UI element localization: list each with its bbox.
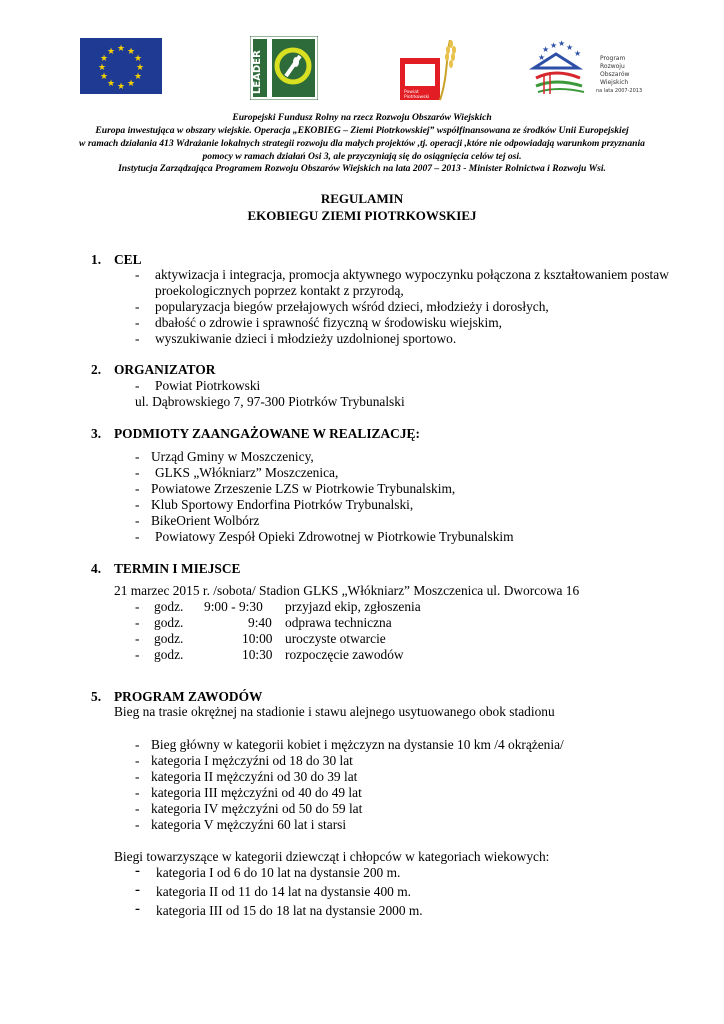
event-date-location: 21 marzec 2015 r. /sobota/ Stadion GLKS „Włókniarz” Moszczenica ul. Dworcowa 16 (114, 583, 580, 598)
list-item: aktywizacja i integracja, promocja aktywnego wypoczynku połączona z kształtowaniem postaw (155, 267, 669, 282)
list-item: kategoria I mężczyźni od 18 do 30 lat (151, 753, 353, 768)
list-item: kategoria I od 6 do 10 lat na dystansie 200 m. (156, 865, 401, 880)
schedule-desc: rozpoczęcie zawodów (285, 647, 404, 662)
list-dash: - (135, 465, 140, 480)
list-item: kategoria IV mężczyźni od 50 do 59 lat (151, 801, 363, 816)
header-line-3: w ramach działania 413 Wdrażanie lokalnych strategii rozwoju dla małych projektów ,tj. operacji ,które nie odpowiadają warunkom przyznania (79, 138, 645, 149)
list-dash: - (135, 801, 140, 816)
svg-text:Program: Program (600, 55, 626, 62)
svg-text:★: ★ (566, 43, 574, 52)
list-dash: - (135, 901, 140, 917)
list-item: Powiatowe Zrzeszenie LZS w Piotrkowie Trybunalskim, (151, 481, 456, 496)
list-dash: - (135, 753, 140, 768)
svg-text:★: ★ (116, 82, 126, 92)
list-item: BikeOrient Wolbórz (151, 513, 260, 528)
list-item: popularyzacja biegów przełajowych wśród dzieci, młodzieży i dorosłych, (155, 299, 549, 314)
svg-text:★: ★ (106, 47, 116, 57)
list-dash: - (135, 513, 140, 528)
svg-text:★: ★ (542, 45, 550, 54)
list-item: wyszukiwanie dzieci i młodzieży uzdolnionej sportowo. (155, 331, 457, 346)
list-dash: - (135, 378, 140, 393)
prow-logo (528, 38, 658, 100)
section-2-number: 2. (91, 362, 102, 377)
svg-text:★: ★ (550, 41, 558, 50)
list-item: kategoria V mężczyźni 60 lat i starsi (151, 817, 347, 832)
list-item: kategoria III od 15 do 18 lat na dystansie 2000 m. (156, 903, 423, 918)
leader-logo (250, 36, 318, 100)
svg-text:Wiejskich: Wiejskich (600, 79, 629, 86)
svg-text:Obszarów: Obszarów (600, 71, 630, 78)
prow-icon (528, 38, 658, 100)
svg-text:★: ★ (99, 72, 109, 82)
list-item: Klub Sportowy Endorfina Piotrków Trybunalski, (151, 497, 414, 512)
list-dash: - (135, 631, 140, 646)
list-dash: - (135, 299, 140, 314)
section-4-number: 4. (91, 561, 102, 576)
list-dash: - (135, 599, 140, 614)
schedule-label: godz. (154, 599, 184, 614)
list-item: GLKS „Włókniarz” Moszczenica, (155, 465, 339, 480)
list-item: proekologicznych poprzez kontakt z przyrodą, (155, 283, 404, 298)
list-item: Urząd Gminy w Moszczenicy, (151, 449, 314, 464)
section-1-number: 1. (91, 252, 102, 267)
document-title: REGULAMIN (320, 191, 404, 206)
svg-text:★: ★ (133, 54, 143, 64)
svg-text:★: ★ (116, 44, 126, 54)
svg-text:★: ★ (97, 63, 107, 73)
schedule-time: 10:30 (242, 647, 273, 662)
section-1-heading: CEL (114, 252, 142, 267)
list-dash: - (135, 267, 140, 282)
schedule-time: 9:40 (248, 615, 272, 630)
list-dash: - (135, 863, 140, 879)
list-item: Powiatowy Zespół Opieki Zdrowotnej w Piotrkowie Trybunalskim (155, 529, 514, 544)
list-dash: - (135, 481, 140, 496)
header-line-2: Europa inwestująca w obszary wiejskie. Operacja „EKOBIEG – Ziemi Piotrkowskiej” współfinansowana ze środków Unii Europejskiej (95, 125, 629, 136)
svg-text:Piotrkowski: Piotrkowski (404, 95, 430, 100)
svg-text:LEADER: LEADER (252, 50, 263, 94)
list-dash: - (135, 497, 140, 512)
list-item: kategoria II od 11 do 14 lat na dystansie 400 m. (156, 884, 411, 899)
list-item: kategoria II mężczyźni od 30 do 39 lat (151, 769, 358, 784)
header-line-4: pomocy w ramach działań Osi 3, ale przyczyniają się do osiągnięcia celów tej osi. (202, 151, 522, 162)
document-subtitle: EKOBIEGU ZIEMI PIOTRKOWSKIEJ (247, 208, 477, 223)
svg-text:★: ★ (558, 39, 566, 48)
svg-text:Rozwoju: Rozwoju (600, 63, 625, 70)
organizer-name: Powiat Piotrkowski (155, 378, 261, 393)
list-dash: - (135, 737, 140, 752)
schedule-label: godz. (154, 647, 184, 662)
svg-text:★: ★ (99, 54, 109, 64)
eu-flag-icon (80, 38, 162, 94)
kids-intro: Biegi towarzyszące w kategorii dziewcząt i chłopców w kategoriach wiekowych: (114, 849, 550, 864)
svg-text:na lata 2007-2013: na lata 2007-2013 (596, 88, 643, 94)
schedule-label: godz. (154, 631, 184, 646)
section-3-heading: PODMIOTY ZAANGAŻOWANE W REALIZACJĘ: (114, 426, 420, 441)
svg-text:★: ★ (574, 49, 582, 58)
list-dash: - (135, 615, 140, 630)
svg-text:★: ★ (538, 53, 546, 62)
schedule-desc: przyjazd ekip, zgłoszenia (285, 599, 421, 614)
list-item: Bieg główny w kategorii kobiet i mężczyzn na dystansie 10 km /4 okrążenia/ (151, 737, 564, 752)
svg-text:★: ★ (126, 79, 136, 89)
header-line-1: Europejski Fundusz Rolny na rzecz Rozwoju Obszarów Wiejskich (232, 112, 492, 123)
powiat-piotrkowski-icon (398, 36, 460, 102)
svg-text:★: ★ (133, 72, 143, 82)
list-item: dbałość o zdrowie i sprawność fizyczną w środowisku wiejskim, (155, 315, 502, 330)
schedule-desc: uroczyste otwarcie (285, 631, 386, 646)
list-dash: - (135, 331, 140, 346)
header-line-5: Instytucja Zarządzająca Programem Rozwoju Obszarów Wiejskich na lata 2007 – 2013 - Minister Rolnictwa i Rozwoju Wsi. (118, 163, 606, 174)
section-3-number: 3. (91, 426, 102, 441)
schedule-desc: odprawa techniczna (285, 615, 392, 630)
list-dash: - (135, 315, 140, 330)
organizer-address: ul. Dąbrowskiego 7, 97-300 Piotrków Trybunalski (135, 394, 405, 409)
section-5-heading: PROGRAM ZAWODÓW (114, 689, 263, 704)
list-dash: - (135, 817, 140, 832)
section-5-number: 5. (91, 689, 102, 704)
schedule-time: 10:00 (242, 631, 273, 646)
list-dash: - (135, 647, 140, 662)
list-dash: - (135, 449, 140, 464)
svg-text:★: ★ (135, 63, 145, 73)
schedule-label: godz. (154, 615, 184, 630)
svg-text:★: ★ (106, 79, 116, 89)
svg-text:Powiat: Powiat (404, 90, 419, 95)
list-dash: - (135, 529, 140, 544)
list-dash: - (135, 785, 140, 800)
eu-flag-logo (80, 38, 162, 94)
schedule-time: 9:00 - 9:30 (204, 599, 263, 614)
program-intro: Bieg na trasie okrężnej na stadionie i stawu alejnego usytuowanego obok stadionu (114, 704, 555, 719)
svg-text:★: ★ (126, 47, 136, 57)
powiat-logo (398, 36, 460, 102)
section-2-heading: ORGANIZATOR (114, 362, 216, 377)
section-4-heading: TERMIN I MIEJSCE (114, 561, 241, 576)
leader-icon (250, 36, 318, 100)
list-item: kategoria III mężczyźni od 40 do 49 lat (151, 785, 362, 800)
list-dash: - (135, 769, 140, 784)
list-dash: - (135, 882, 140, 898)
